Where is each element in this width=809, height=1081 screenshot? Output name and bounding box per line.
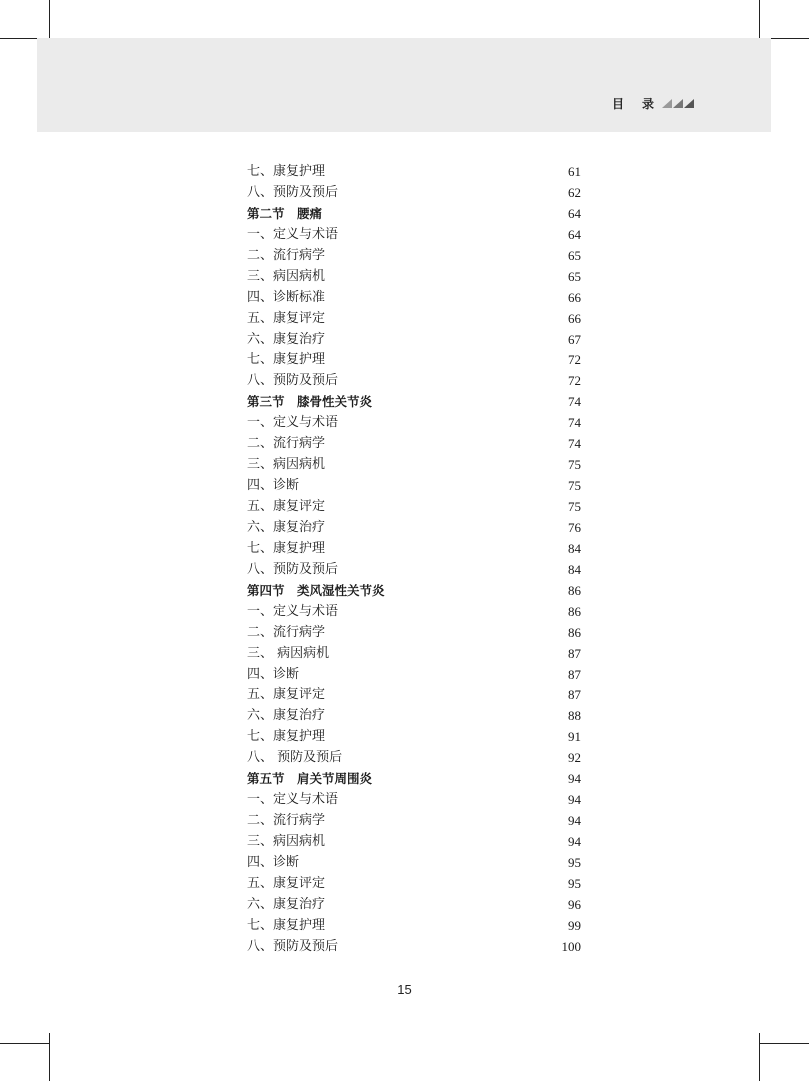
toc-entry-label: 二、流行病学	[247, 813, 326, 829]
running-header-char: 目	[611, 97, 624, 111]
toc-item-row[interactable]	[247, 895, 581, 916]
toc-entry-page: 72	[568, 352, 581, 368]
toc-entry-page: 86	[568, 582, 581, 598]
toc-entry-page: 87	[568, 645, 581, 661]
toc-entry-page: 86	[568, 603, 581, 619]
toc-entry-label: 八、预防及预后	[247, 373, 339, 389]
toc-item-row[interactable]	[247, 225, 581, 246]
toc-entry-label: 三、病因病机	[247, 834, 326, 849]
toc-item-row[interactable]	[247, 706, 581, 727]
toc-item-row[interactable]	[247, 246, 581, 267]
toc-item-row[interactable]	[247, 309, 581, 330]
toc-entry-label: 八、预防及预后	[247, 561, 339, 577]
toc-entry-page: 75	[568, 457, 581, 473]
toc-entry-page: 91	[568, 729, 581, 745]
toc-entry-page: 88	[568, 708, 581, 724]
toc-entry-page: 84	[568, 540, 581, 556]
toc-item-row[interactable]	[247, 371, 581, 392]
toc-entry-label: 一、定义与术语	[247, 603, 339, 619]
toc-section-row[interactable]	[247, 581, 581, 602]
toc-entry-label: 第四节 类风湿性关节炎	[247, 582, 385, 598]
toc-entry-label: 三、病因病机	[247, 268, 326, 284]
crop-mark-bottom-left-horizontal	[0, 1043, 50, 1044]
toc-item-row[interactable]	[247, 790, 581, 811]
crop-mark-bottom-left-vertical	[49, 1033, 50, 1081]
running-header	[612, 95, 694, 112]
toc-entry-page: 64	[568, 226, 581, 242]
toc-entry-page: 72	[568, 373, 581, 389]
toc-entry-page: 76	[568, 519, 581, 535]
toc-entry-page: 66	[568, 310, 581, 326]
header-band	[37, 38, 771, 132]
toc-entry-label: 第二节 腰痛	[247, 205, 323, 221]
toc-entry-page: 100	[561, 938, 581, 954]
toc-entry-label: 第五节 肩关节周围炎	[247, 771, 373, 787]
toc-item-row[interactable]	[247, 685, 581, 706]
toc-entry-page: 84	[568, 561, 581, 577]
toc-entry-page: 61	[568, 164, 581, 179]
toc-entry-label: 六、康复治疗	[247, 331, 326, 347]
toc-entry-label: 七、康复护理	[247, 164, 326, 179]
toc-item-row[interactable]	[247, 748, 581, 769]
toc-entry-page: 66	[568, 289, 581, 305]
toc-item-row[interactable]	[247, 937, 581, 958]
toc-entry-label: 五、康复评定	[247, 875, 326, 891]
toc-entry-label: 七、康复护理	[247, 729, 326, 745]
toc-entry-label: 三、病因病机	[247, 457, 326, 473]
toc-entry-page: 74	[568, 415, 581, 431]
toc-entry-label: 七、康复护理	[247, 352, 326, 368]
toc-entry-label: 二、流行病学	[247, 436, 326, 452]
toc-entry-page: 64	[568, 205, 581, 221]
toc-entry-page: 99	[568, 917, 581, 933]
toc-item-row[interactable]	[247, 350, 581, 371]
toc-entry-page: 95	[568, 854, 581, 870]
crop-mark-bottom-right-vertical	[759, 1033, 760, 1081]
toc-entry-label: 八、预防及预后	[247, 184, 339, 200]
toc-entry-label: 四、诊断标准	[247, 289, 326, 305]
toc-entry-label: 一、定义与术语	[247, 792, 339, 808]
toc-entry-label: 第三节 膝骨性关节炎	[247, 394, 373, 410]
toc-entry-page: 94	[568, 792, 581, 808]
toc-entry-page: 94	[568, 771, 581, 787]
toc-entry-page: 95	[568, 875, 581, 891]
toc-item-row[interactable]	[247, 644, 581, 665]
toc-entry-page: 92	[568, 750, 581, 766]
toc-item-row[interactable]	[247, 455, 581, 476]
toc-entry-label: 六、康复治疗	[247, 708, 326, 724]
toc-item-row[interactable]	[247, 413, 581, 434]
toc-item-row[interactable]	[247, 434, 581, 455]
toc-entry-label: 三、 病因病机	[247, 645, 330, 661]
running-header-char: 录	[641, 97, 654, 111]
page-number: 15	[397, 982, 412, 997]
triangles-icon	[662, 99, 694, 108]
toc-entry-page: 62	[568, 184, 581, 200]
toc-entry-label: 四、诊断	[247, 478, 300, 494]
toc-entry-label: 八、 预防及预后	[247, 750, 343, 766]
toc-item-row[interactable]	[247, 665, 581, 686]
toc-entry-page: 67	[568, 331, 581, 347]
toc-item-row[interactable]	[247, 267, 581, 288]
toc-entry-page: 96	[568, 896, 581, 912]
toc-section-row[interactable]	[247, 769, 581, 790]
toc-item-row[interactable]	[247, 518, 581, 539]
toc-entry-label: 五、康复评定	[247, 310, 326, 326]
toc-entry-page: 65	[568, 268, 581, 284]
toc-entry-label: 六、康复治疗	[247, 519, 326, 535]
toc-item-row[interactable]	[247, 183, 581, 204]
toc-entry-label: 五、康复评定	[247, 499, 326, 514]
toc-item-row[interactable]	[247, 497, 581, 518]
toc-entry-page: 65	[568, 247, 581, 263]
toc-entry-label: 二、流行病学	[247, 624, 326, 640]
toc-item-row[interactable]	[247, 727, 581, 748]
crop-mark-bottom-right-horizontal	[759, 1043, 809, 1044]
toc-entry-label: 七、康复护理	[247, 917, 326, 933]
toc-entry-page: 94	[568, 813, 581, 829]
toc-item-row[interactable]	[247, 602, 581, 623]
toc-item-row[interactable]	[247, 330, 581, 351]
toc-entry-label: 八、预防及预后	[247, 938, 339, 954]
toc-entry-page: 75	[568, 478, 581, 494]
toc-item-row[interactable]	[247, 832, 581, 853]
toc-entry-label: 二、流行病学	[247, 247, 326, 263]
toc-item-row[interactable]	[247, 288, 581, 309]
toc-entry-label: 五、康复评定	[247, 687, 326, 703]
toc-section-row[interactable]	[247, 392, 581, 413]
toc-entry-page: 87	[568, 666, 581, 682]
toc-entry-page: 86	[568, 624, 581, 640]
toc-item-row[interactable]	[247, 560, 581, 581]
toc-entry-page: 94	[568, 834, 581, 849]
toc-item-row[interactable]	[247, 476, 581, 497]
toc-section-row[interactable]	[247, 204, 581, 225]
toc-entry-page: 75	[568, 499, 581, 514]
toc-entry-label: 四、诊断	[247, 666, 300, 682]
toc-entry-page: 74	[568, 394, 581, 410]
table-of-contents	[247, 162, 581, 958]
toc-entry-label: 六、康复治疗	[247, 896, 326, 912]
toc-item-row[interactable]	[247, 623, 581, 644]
toc-entry-page: 74	[568, 436, 581, 452]
toc-item-row[interactable]	[247, 916, 581, 937]
toc-entry-label: 一、定义与术语	[247, 415, 339, 431]
toc-entry-label: 四、诊断	[247, 854, 300, 870]
toc-entry-label: 一、定义与术语	[247, 226, 339, 242]
toc-item-row[interactable]	[247, 162, 581, 183]
toc-item-row[interactable]	[247, 853, 581, 874]
toc-item-row[interactable]	[247, 539, 581, 560]
toc-item-row[interactable]	[247, 874, 581, 895]
toc-entry-page: 87	[568, 687, 581, 703]
toc-item-row[interactable]	[247, 811, 581, 832]
toc-entry-label: 七、康复护理	[247, 540, 326, 556]
